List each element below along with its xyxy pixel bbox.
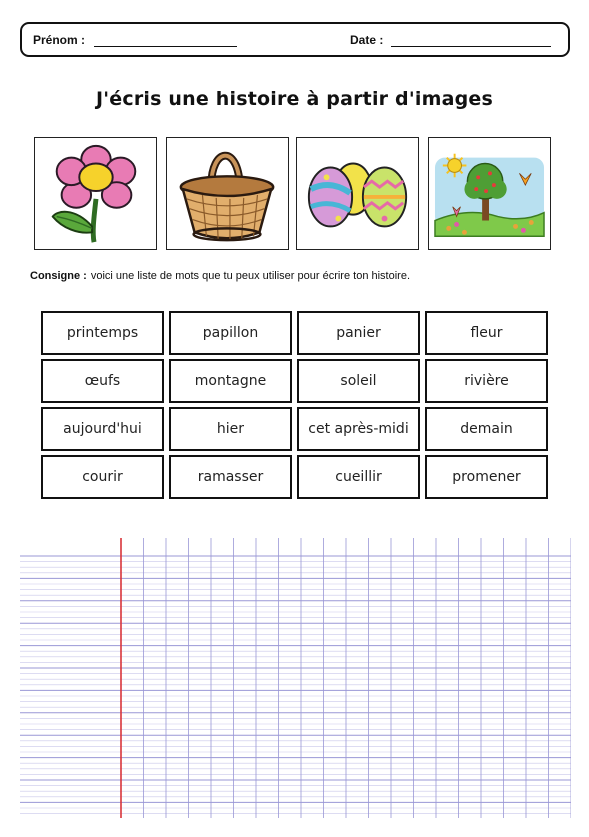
instruction: [30, 270, 410, 282]
flower-icon: [34, 137, 157, 250]
word-cell: courir: [41, 455, 164, 499]
word-cell: cet après-midi: [297, 407, 420, 451]
word-cell: soleil: [297, 359, 420, 403]
word-cell: cueillir: [297, 455, 420, 499]
spring-landscape-icon: [428, 137, 551, 250]
word-cell: panier: [297, 311, 420, 355]
word-cell: rivière: [425, 359, 548, 403]
easter-eggs-icon: [296, 137, 419, 250]
instruction-text: voici une liste de mots que tu peux utiliser pour écrire ton histoire.: [90, 270, 411, 282]
writing-area[interactable]: [20, 538, 571, 818]
word-cell: œufs: [41, 359, 164, 403]
word-cell: hier: [169, 407, 292, 451]
prenom-field[interactable]: [94, 46, 237, 47]
header-box: [20, 22, 570, 57]
word-cell: papillon: [169, 311, 292, 355]
word-cell: montagne: [169, 359, 292, 403]
word-cell: printemps: [41, 311, 164, 355]
instruction-label: Consigne :: [30, 270, 87, 282]
word-cell: demain: [425, 407, 548, 451]
word-cell: ramasser: [169, 455, 292, 499]
prenom-label: Prénom :: [33, 33, 86, 47]
word-cell: promener: [425, 455, 548, 499]
page-title: J'écris une histoire à partir d'images: [95, 88, 494, 110]
basket-icon: [166, 137, 289, 250]
date-field[interactable]: [391, 46, 551, 47]
word-cell: fleur: [425, 311, 548, 355]
seyes-grid: [20, 538, 571, 818]
word-cell: aujourd'hui: [41, 407, 164, 451]
date-label: Date :: [350, 33, 384, 47]
